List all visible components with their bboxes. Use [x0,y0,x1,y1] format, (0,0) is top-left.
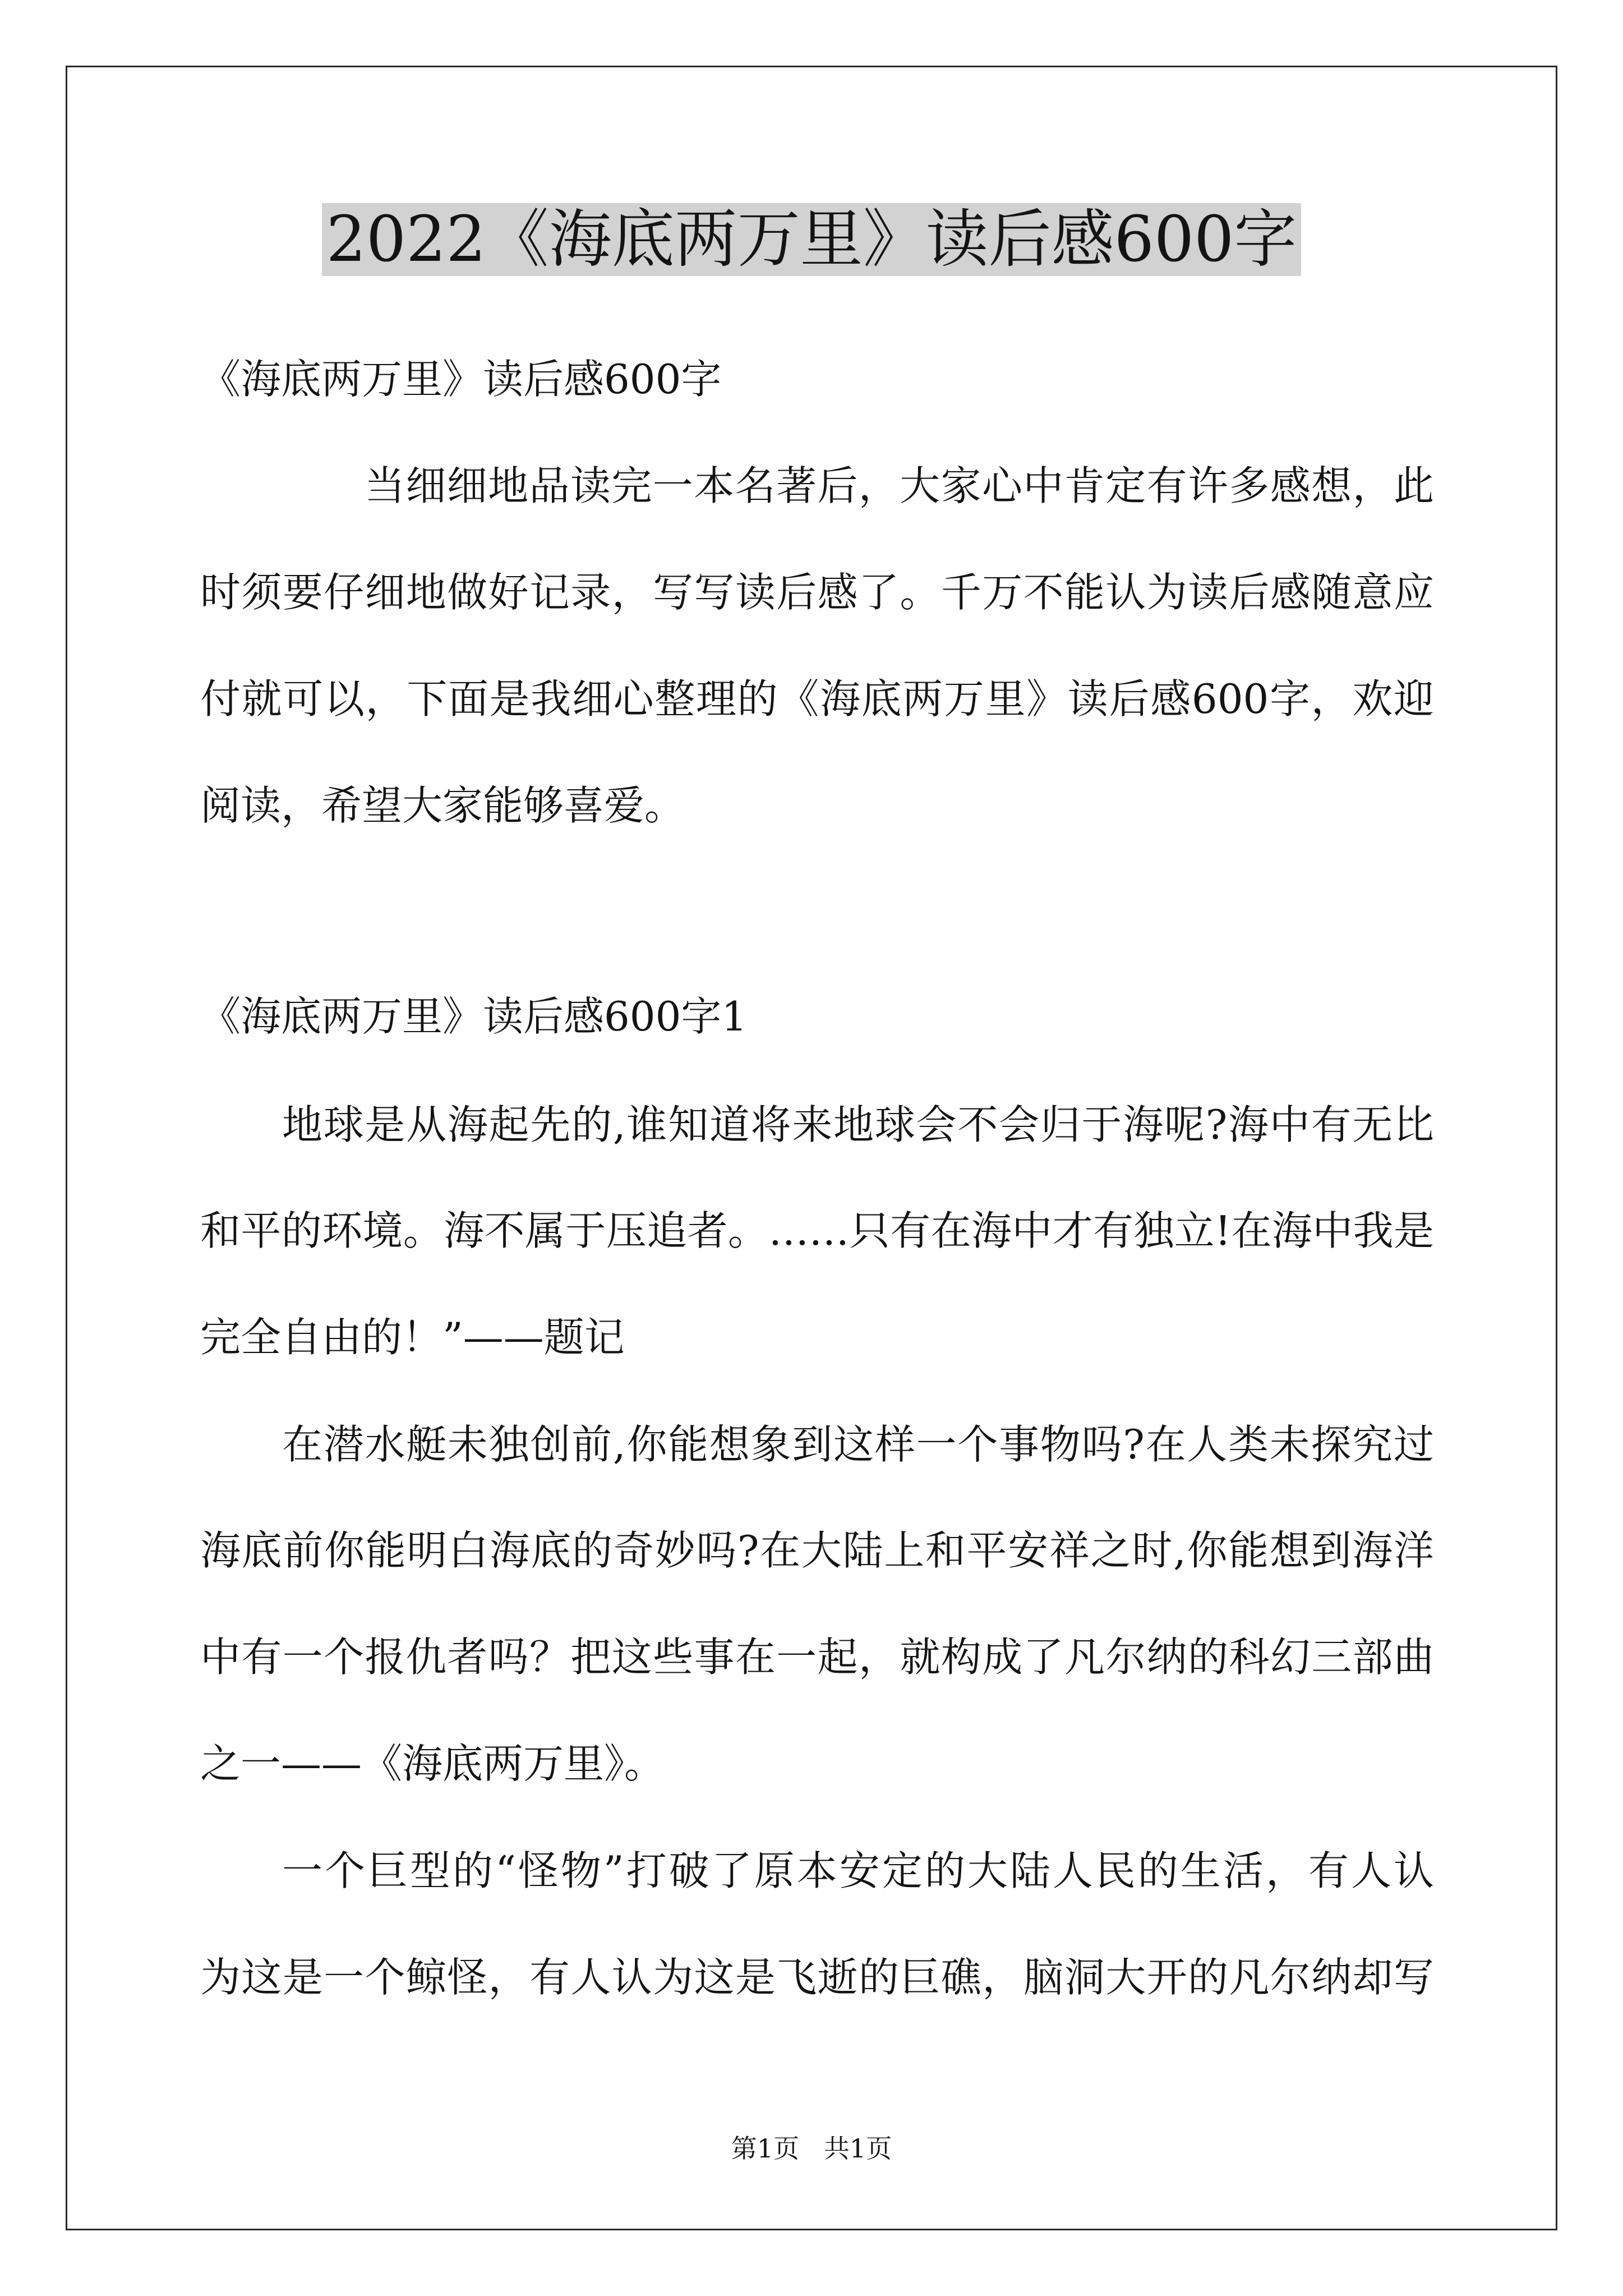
paragraph-line: 在潜水艇未独创前,你能想象到这样一个事物吗?在人类未探究过 [282,1421,1434,1468]
document-title-text: 2022《海底两万里》读后感600字 [322,203,1302,276]
paragraph-line: 为这是一个鲸怪，有人认为这是飞逝的巨礁，脑洞大开的凡尔纳却写 [200,1954,1434,2001]
paragraph-line: 之一——《海底两万里》。 [200,1740,665,1787]
paragraph-line: 付就可以，下面是我细心整理的《海底两万里》读后感600字，欢迎 [200,675,1434,723]
section-heading: 《海底两万里》读后感600字1 [200,993,748,1040]
paragraph-line: 完全自由的！”——题记 [200,1314,625,1361]
paragraph-line: 阅读，希望大家能够喜爱。 [200,782,685,829]
page-number-footer: 第1页 共1页 [731,2133,892,2164]
paragraph-line: 中有一个报仇者吗？把这些事在一起，就构成了凡尔纳的科幻三部曲 [200,1634,1434,1681]
paragraph-line: 和平的环境。海不属于压追者。……只有在海中才有独立!在海中我是 [200,1207,1434,1254]
paragraph-line: 时须要仔细地做好记录，写写读后感了。千万不能认为读后感随意应 [200,569,1434,616]
paragraph-line: 一个巨型的“怪物”打破了原本安定的大陆人民的生活，有人认 [282,1847,1434,1894]
subtitle-line: 《海底两万里》读后感600字 [200,356,722,403]
paragraph-line: 当细细地品读完一本名著后，大家心中肯定有许多感想，此 [365,462,1434,509]
paragraph-line: 地球是从海起先的,谁知道将来地球会不会归于海呢?海中有无比 [282,1101,1434,1148]
paragraph-line: 海底前你能明白海底的奇妙吗?在大陆上和平安祥之时,你能想到海洋 [200,1527,1434,1574]
document-title [0,197,1623,282]
